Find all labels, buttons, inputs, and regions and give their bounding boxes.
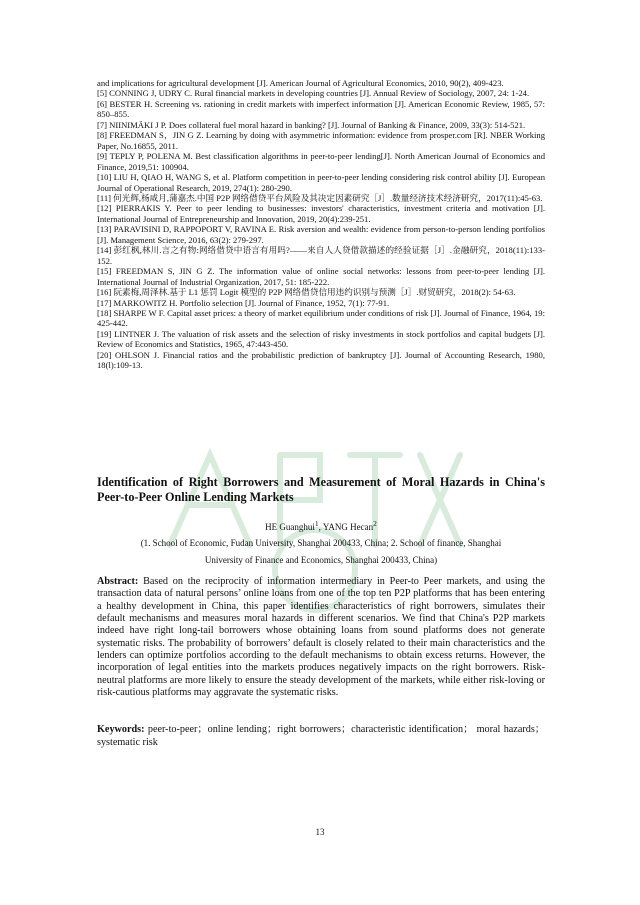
reference-item: [12] PIERRAKIS Y. Peer to peer lending to businesses: investors' characteristics, investment criteria and motivation [J]. International Journal of Entrepreneurship and Innovation, 2019, 20(4):239-251.	[97, 203, 545, 224]
reference-item: and implications for agricultural development [J]. American Journal of Agricultural Economics, 2010, 90(2), 409-423.	[97, 78, 504, 88]
affiliation-line: University of Finance and Economics, Shanghai 200433, China)	[204, 555, 438, 565]
reference-item: [5] CONNING J, UDRY C. Rural financial markets in developing countries [J]. Annual Review of Sociology, 2007, 24: 1-24.	[97, 88, 530, 99]
abstract	[97, 576, 545, 699]
reference-item: [19] LINTNER J. The valuation of risk assets and the selection of risky investments in stock portfolios and capital budgets [J]. Review of Economics and Statistics, 1965, 47:443-450.	[97, 328, 545, 350]
reference-item: [15] FREEDMAN S, JIN G Z. The information value of online social networks: lessons from peer-to-peer lending [J]. International Journal of Industrial Organization, 2017, 51: 185-222.	[97, 266, 545, 287]
author-separator: ,	[318, 522, 323, 532]
keywords-label: Keywords:	[97, 724, 145, 735]
reference-item: [7] NIINIMÄKI J P. Does collateral fuel moral hazard in banking? [J]. Journal of Banking & Finance, 2009, 33(3): 514-521.	[97, 119, 526, 130]
affiliation-line: (1. School of Economic, Fudan University, Shanghai 200433, China; 2. School of finance, Shanghai	[140, 538, 502, 548]
reference-item: [13] PARAVISINI D, RAPPOPORT V, RAVINA E. Risk aversion and wealth: evidence from person-to-person lending portfolios [J]. Management Science, 2016, 63(2): 279-297.	[97, 224, 545, 245]
author-affiliation-mark: 2	[373, 519, 377, 528]
reference-item: [11] 何光辉,杨咸月,蒲嘉杰.中国 P2P 网络借贷平台风险及其决定因素研究［J］.数量经济技术经济研究，2017(11):45-63.	[97, 192, 543, 203]
author-name: YANG Hecan	[322, 522, 374, 532]
reference-list	[97, 78, 545, 371]
reference-item: [10] LIU H, QIAO H, WANG S, et al. Platform competition in peer-to-peer lending considering risk control ability [J]. European Journal of Operational Research, 2019, 274(1): 280-290.	[97, 172, 545, 193]
reference-item: [8] FREEDMAN S，JIN G Z. Learning by doing with asymmetric information: evidence from prosper.com [R]. NBER Working Paper, No.16855, 2011.	[97, 130, 545, 151]
reference-item: [6] BESTER H. Screening vs. rationing in credit markets with imperfect information [J]. American Economic Review, 1985, 57: 850–855.	[97, 98, 545, 120]
reference-item: [18] SHARPE W F. Capital asset prices: a theory of market equilibrium under conditions of risk [J]. Journal of Finance, 1964, 19: 425-442.	[97, 307, 545, 329]
reference-item: [14] 彭红枫,林川.言之有物:网络借贷中语言有用吗?——来自人人贷借款描述的经验证据［J］.金融研究，2018(11):133-152.	[97, 245, 545, 266]
reference-item: [16] 阮素梅,周泽林.基于 L1 惩罚 Logit 模型的 P2P 网络借贷信用违约识别与预测［J］.财贸研究，2018(2): 54-63.	[97, 287, 516, 298]
author-line	[97, 519, 545, 532]
author-affiliation-mark: 1	[314, 519, 319, 528]
keywords	[97, 724, 545, 749]
affiliations	[97, 535, 545, 569]
reference-item: [17] MARKOWITZ H. Portfolio selection [J]. Journal of Finance, 1952, 7(1): 77-91.	[97, 297, 390, 308]
reference-item: [9] TEPLY P, POLENA M. Best classification algorithms in peer-to-peer lending[J]. North American Journal of Economics and Finance, 2019,51: 100904.	[97, 151, 545, 172]
reference-item: [20] OHLSON J. Financial ratios and the probabilistic prediction of bankruptcy [J]. Journal of Accounting Research, 1980, 18(l):109-13.	[97, 349, 545, 371]
abstract-label: Abstract:	[97, 576, 139, 587]
abstract-text: Based on the reciprocity of information intermediary in Peer-to Peer markets, and using the transaction data of natural persons’ online loans from one of the top ten P2P platforms that has been entering a healthy development in China, this paper identifies characteristics of right borrowers, simulates their default mechanisms and measures moral hazards in different scenarios. We find that China's P2P markets indeed have right long-tail borrowers whose obtaining loans from sound platforms does not generate systematic risks. The probability of borrowers’ default is closely related to their main characteristics and the lenders can optimize portfolios according to the default mechanisms to obtain excess returns. However, the incorporation of legal entities into the markets produces negatively impacts on the right borrowers. Risk-neutral platforms are more likely to ensure the steady development of the markets, while either risk-loving or risk-cautious platforms may aggravate the systematic risks.	[97, 576, 545, 699]
author-name: HE Guanghui	[265, 522, 315, 532]
paper-title: Identification of Right Borrowers and Measurement of Moral Hazards in China's Peer-to-Peer Online Lending Markets	[97, 475, 545, 504]
page-number: 13	[315, 827, 325, 837]
keywords-text: peer-to-peer；online lending；right borrowers；characteristic identification； moral hazards；systematic risk	[97, 724, 545, 748]
